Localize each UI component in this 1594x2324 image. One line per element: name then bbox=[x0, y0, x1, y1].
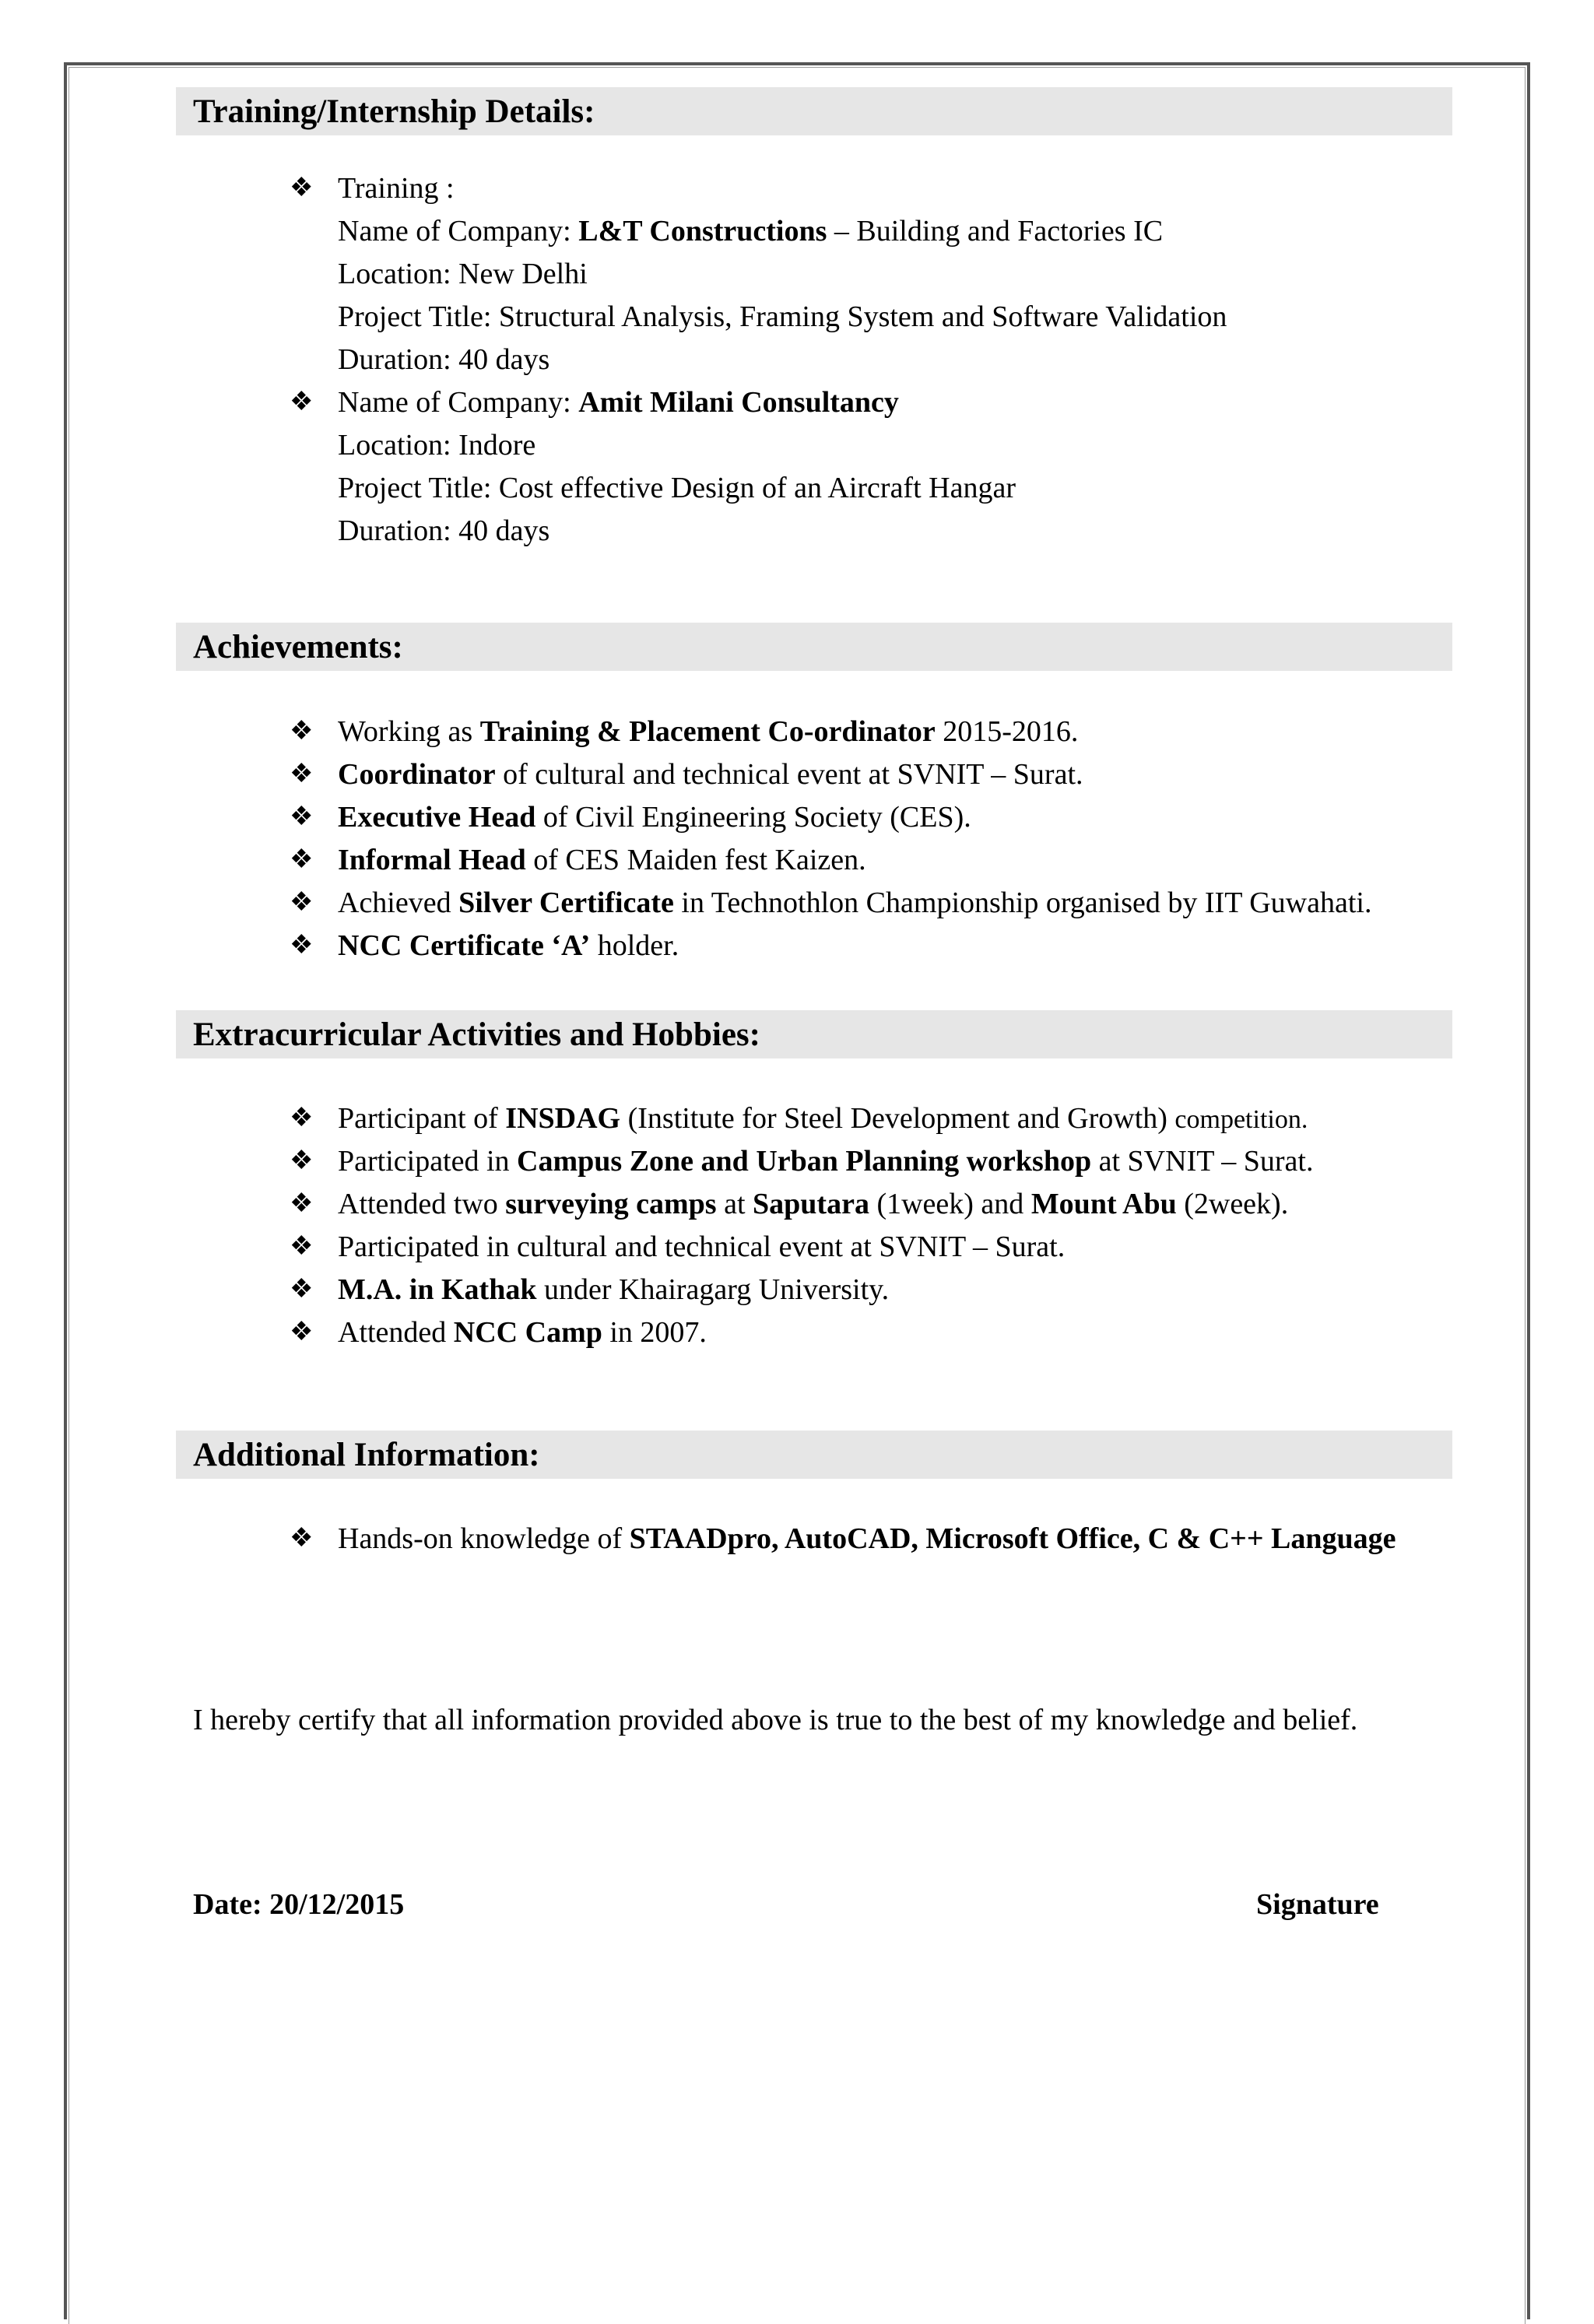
bullet-icon: ❖ bbox=[290, 1189, 314, 1218]
activity-item: Participant of INSDAG (Institute for Steel Development and Growth) competition. bbox=[338, 1102, 1308, 1135]
achievement-item: Executive Head of Civil Engineering Society (CES). bbox=[338, 801, 971, 834]
declaration-text: I hereby certify that all information provided above is true to the best of my knowledge and belief. bbox=[193, 1704, 1358, 1736]
bullet-icon: ❖ bbox=[290, 760, 314, 788]
bullet-icon: ❖ bbox=[290, 1146, 314, 1175]
company-suffix: – Building and Factories IC bbox=[827, 215, 1164, 247]
bullet-icon: ❖ bbox=[290, 931, 314, 960]
bullet-icon: ❖ bbox=[290, 845, 314, 874]
section-heading-achievements: Achievements: bbox=[176, 623, 1452, 671]
company-prefix: Name of Company: bbox=[338, 215, 579, 247]
internship-company bbox=[338, 381, 899, 423]
achievement-item: Informal Head of CES Maiden fest Kaizen. bbox=[338, 844, 866, 876]
activity-item: Participated in cultural and technical event at SVNIT – Surat. bbox=[338, 1230, 1066, 1263]
bullet-icon: ❖ bbox=[290, 802, 314, 831]
training-label: Training : bbox=[338, 172, 455, 205]
training-project: Project Title: Structural Analysis, Framing System and Software Validation bbox=[338, 300, 1227, 333]
training-duration: Duration: 40 days bbox=[338, 343, 550, 376]
activity-item: Attended two surveying camps at Saputara (1week) and Mount Abu (2week). bbox=[338, 1188, 1289, 1220]
bullet-icon: ❖ bbox=[290, 174, 314, 202]
company-name: L&T Constructions bbox=[578, 215, 827, 247]
bullet-icon: ❖ bbox=[290, 388, 314, 416]
bullet-icon: ❖ bbox=[290, 1275, 314, 1304]
bullet-icon: ❖ bbox=[290, 1232, 314, 1261]
bullet-icon: ❖ bbox=[290, 717, 314, 746]
internship-project: Project Title: Cost effective Design of an Aircraft Hangar bbox=[338, 472, 1016, 504]
bullet-icon: ❖ bbox=[290, 1318, 314, 1346]
signature-label: Signature bbox=[1256, 1888, 1379, 1921]
company-prefix: Name of Company: bbox=[338, 386, 579, 419]
bullet-icon: ❖ bbox=[290, 1524, 314, 1553]
company-name: Amit Milani Consultancy bbox=[578, 386, 899, 419]
training-company bbox=[338, 210, 1163, 252]
internship-duration: Duration: 40 days bbox=[338, 514, 550, 547]
skills-item: Hands-on knowledge of STAADpro, AutoCAD, Microsoft Office, C & C++ Language bbox=[338, 1522, 1396, 1555]
activity-item: M.A. in Kathak under Khairagarg University. bbox=[338, 1273, 890, 1306]
training-location: Location: New Delhi bbox=[338, 258, 588, 290]
section-heading-extracurricular: Extracurricular Activities and Hobbies: bbox=[176, 1010, 1452, 1058]
bullet-icon: ❖ bbox=[290, 1104, 314, 1132]
achievement-item: Working as Training & Placement Co-ordinator 2015-2016. bbox=[338, 715, 1079, 748]
activity-item: Attended NCC Camp in 2007. bbox=[338, 1316, 707, 1349]
activity-item: Participated in Campus Zone and Urban Planning workshop at SVNIT – Surat. bbox=[338, 1145, 1314, 1178]
internship-location: Location: Indore bbox=[338, 429, 536, 462]
bullet-icon: ❖ bbox=[290, 888, 314, 917]
date-label: Date: 20/12/2015 bbox=[193, 1888, 405, 1921]
achievement-item: Achieved Silver Certificate in Technothlon Championship organised by IIT Guwahati. bbox=[338, 886, 1372, 919]
section-heading-training: Training/Internship Details: bbox=[176, 87, 1452, 135]
achievement-item: Coordinator of cultural and technical event at SVNIT – Surat. bbox=[338, 758, 1083, 791]
section-heading-additional: Additional Information: bbox=[176, 1431, 1452, 1479]
achievement-item: NCC Certificate ‘A’ holder. bbox=[338, 929, 679, 962]
